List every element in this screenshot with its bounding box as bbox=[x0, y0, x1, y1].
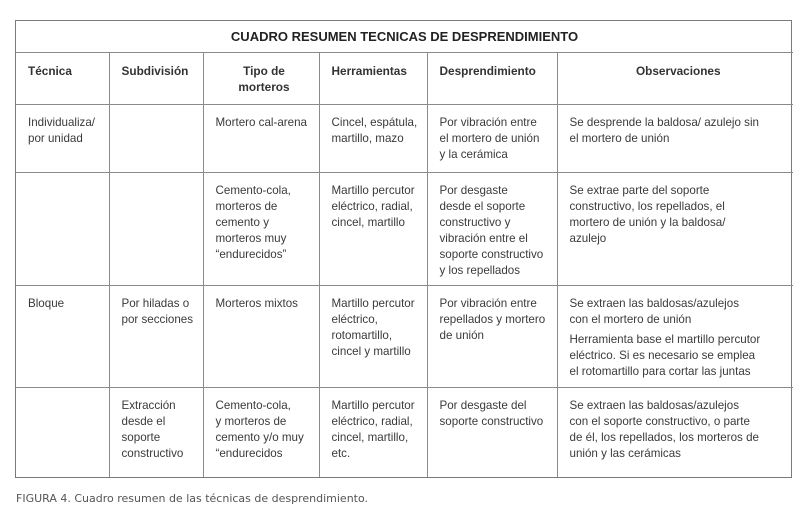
header-tipo-line1: Tipo de bbox=[243, 63, 285, 78]
cell-herramientas-line: rotomartillo, bbox=[331, 328, 393, 342]
cell-observaciones-line: de él, los repellados, los morteros de bbox=[569, 430, 759, 444]
table-row bbox=[16, 172, 793, 285]
cell-tipo-line: cemento y/o muy bbox=[215, 430, 304, 444]
table-title: CUADRO RESUMEN TECNICAS DE DESPRENDIMIENTO bbox=[16, 21, 793, 52]
cell-herramientas bbox=[319, 285, 427, 387]
cell-tecnica-line: Bloque bbox=[28, 296, 65, 310]
cell-subdivision-line: constructivo bbox=[121, 446, 184, 460]
cell-herramientas bbox=[319, 387, 427, 477]
figure-caption: FIGURA 4. Cuadro resumen de las técnicas de desprendimiento. bbox=[16, 492, 369, 505]
cell-tipo-line: Cemento-cola, bbox=[215, 183, 291, 197]
cell-herramientas-line: martillo, mazo bbox=[331, 131, 404, 145]
cell-tecnica bbox=[16, 104, 109, 172]
cell-desprendimiento-line: Por vibración entre bbox=[439, 296, 537, 310]
cell-subdivision bbox=[109, 104, 203, 172]
cell-desprendimiento-line: vibración entre el bbox=[439, 231, 528, 245]
cell-desprendimiento bbox=[427, 285, 557, 387]
cell-observaciones-line: Se extraen las baldosas/azulejos bbox=[569, 398, 740, 412]
cell-observaciones-line: azulejo bbox=[569, 231, 607, 245]
cell-tipo bbox=[203, 172, 319, 285]
cell-observaciones-line: Se extrae parte del soporte bbox=[569, 183, 710, 197]
cell-tipo-line: Morteros mixtos bbox=[215, 296, 298, 310]
cell-observaciones-note-line: eléctrico. Si es necesario se emplea bbox=[569, 348, 756, 362]
cell-subdivision bbox=[109, 387, 203, 477]
cell-subdivision-line: Extracción bbox=[121, 398, 176, 412]
cell-observaciones-note-line: Herramienta base el martillo percutor bbox=[569, 332, 761, 346]
cell-tipo-line: “endurecidos bbox=[215, 446, 283, 460]
table-row bbox=[16, 104, 793, 172]
cell-observaciones-line: mortero de unión y la baldosa/ bbox=[569, 215, 726, 229]
header-tipo-morteros bbox=[203, 52, 319, 104]
cell-observaciones-line: unión y las cerámicas bbox=[569, 446, 681, 460]
cell-desprendimiento-line: Por vibración entre bbox=[439, 115, 537, 129]
cell-tipo-line: Cemento-cola, bbox=[215, 398, 291, 412]
cell-tipo-line: Mortero cal-arena bbox=[215, 115, 307, 129]
cell-observaciones-line: Se extraen las baldosas/azulejos bbox=[569, 296, 740, 310]
cell-subdivision-line: Por hiladas o bbox=[121, 296, 190, 310]
cell-tipo-line: y morteros de bbox=[215, 414, 287, 428]
cell-observaciones bbox=[557, 172, 793, 285]
cell-herramientas bbox=[319, 104, 427, 172]
cell-desprendimiento-line: Por desgaste bbox=[439, 183, 508, 197]
cell-tecnica bbox=[16, 172, 109, 285]
cell-observaciones bbox=[557, 387, 793, 477]
cell-herramientas-line: Cincel, espátula, bbox=[331, 115, 418, 129]
cell-herramientas-line: cincel, martillo, bbox=[331, 430, 409, 444]
table-row bbox=[16, 285, 793, 387]
cell-herramientas-line: etc. bbox=[331, 446, 351, 460]
cell-desprendimiento-line: el mortero de unión bbox=[439, 131, 540, 145]
cell-observaciones-note-line: el rotomartillo para cortar las juntas bbox=[569, 364, 751, 378]
cell-desprendimiento-line: y los repellados bbox=[439, 263, 521, 277]
cell-desprendimiento-line: constructivo y bbox=[439, 215, 511, 229]
header-tipo-line2: morteros bbox=[238, 79, 290, 94]
cell-tipo-line: morteros muy bbox=[215, 231, 287, 245]
cell-subdivision-line: desde el bbox=[121, 414, 166, 428]
cell-tipo bbox=[203, 104, 319, 172]
cell-desprendimiento-line: y la cerámica bbox=[439, 147, 508, 161]
cell-herramientas bbox=[319, 172, 427, 285]
cell-tipo-line: morteros de bbox=[215, 199, 278, 213]
cell-herramientas-line: eléctrico, radial, bbox=[331, 414, 413, 428]
cell-desprendimiento-line: desde el soporte bbox=[439, 199, 526, 213]
cell-tecnica bbox=[16, 387, 109, 477]
cell-desprendimiento bbox=[427, 172, 557, 285]
header-herramientas: Herramientas bbox=[319, 52, 427, 104]
cell-observaciones-line: constructivo, los repellados, el bbox=[569, 199, 725, 213]
cell-herramientas-line: Martillo percutor bbox=[331, 296, 415, 310]
cell-tipo-line: “endurecidos” bbox=[215, 247, 287, 261]
cell-tecnica-line: Individualiza/ bbox=[28, 115, 96, 129]
cell-tipo bbox=[203, 387, 319, 477]
cell-herramientas-line: eléctrico, radial, bbox=[331, 199, 413, 213]
cell-observaciones-line: con el mortero de unión bbox=[569, 312, 692, 326]
cell-observaciones-line: el mortero de unión bbox=[569, 131, 670, 145]
summary-table bbox=[16, 21, 793, 477]
header-desprendimiento: Desprendimiento bbox=[427, 52, 557, 104]
cell-desprendimiento-line: soporte constructivo bbox=[439, 247, 544, 261]
cell-herramientas-line: Martillo percutor bbox=[331, 398, 415, 412]
cell-tipo-line: cemento y bbox=[215, 215, 269, 229]
header-row bbox=[16, 52, 793, 104]
header-tecnica: Técnica bbox=[16, 52, 109, 104]
cell-herramientas-line: eléctrico, bbox=[331, 312, 378, 326]
table-row bbox=[16, 387, 793, 477]
cell-subdivision bbox=[109, 172, 203, 285]
cell-tecnica bbox=[16, 285, 109, 387]
cell-tipo bbox=[203, 285, 319, 387]
cell-observaciones bbox=[557, 285, 793, 387]
cell-herramientas-line: cincel y martillo bbox=[331, 344, 411, 358]
header-subdivision: Subdivisión bbox=[109, 52, 203, 104]
cell-desprendimiento-line: repellados y mortero bbox=[439, 312, 546, 326]
cell-subdivision-line: soporte bbox=[121, 430, 161, 444]
cell-desprendimiento-line: Por desgaste del bbox=[439, 398, 527, 412]
summary-table-frame bbox=[15, 20, 792, 478]
header-observaciones: Observaciones bbox=[557, 52, 793, 104]
cell-desprendimiento-line: soporte constructivo bbox=[439, 414, 544, 428]
cell-desprendimiento bbox=[427, 387, 557, 477]
cell-subdivision bbox=[109, 285, 203, 387]
cell-subdivision-line: por secciones bbox=[121, 312, 194, 326]
title-row bbox=[16, 21, 793, 52]
cell-observaciones bbox=[557, 104, 793, 172]
cell-desprendimiento bbox=[427, 104, 557, 172]
cell-desprendimiento-line: de unión bbox=[439, 328, 484, 342]
cell-observaciones-line: Se desprende la baldosa/ azulejo sin bbox=[569, 115, 759, 129]
cell-herramientas-line: Martillo percutor bbox=[331, 183, 415, 197]
cell-tecnica-line: por unidad bbox=[28, 131, 83, 145]
cell-herramientas-line: cincel, martillo bbox=[331, 215, 405, 229]
cell-observaciones-line: con el soporte constructivo, o parte bbox=[569, 414, 750, 428]
